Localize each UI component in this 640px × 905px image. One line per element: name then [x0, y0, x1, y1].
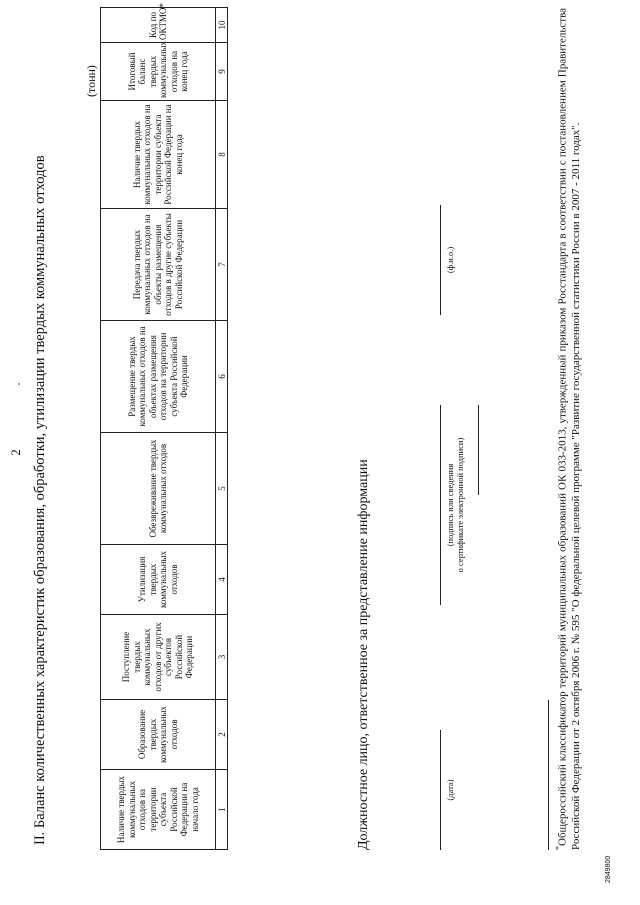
column-number: 2: [216, 700, 228, 770]
section-title: II. Баланс количественных характеристик образования, обработки, утилизации твердых коммунальных отходов: [32, 155, 48, 845]
header-cell: Образование твердых коммунальных отходов: [101, 700, 216, 770]
column-number: 3: [216, 615, 228, 700]
name-caption: (ф.и.о.): [445, 246, 455, 274]
column-number: 9: [216, 43, 228, 101]
footnote-separator-line: [548, 700, 549, 850]
column-number: 10: [216, 8, 228, 43]
column-number: 1: [216, 770, 228, 850]
column-number: 4: [216, 545, 228, 615]
header-cell: Итоговый баланс твердых коммунальных отходов на конец года: [101, 43, 216, 101]
header-cell: Код по ОКТМО*: [101, 8, 216, 43]
column-number: 6: [216, 321, 228, 433]
document-code: 2849800: [605, 855, 612, 883]
header-cell: Обезвреживание твердых коммунальных отходов: [101, 433, 216, 545]
name-line: [440, 205, 441, 315]
signature-caption-line1: (подпись или сведения: [445, 463, 455, 547]
header-cell: Наличие твердых коммунальных отходов на территории субъекта Российской Федерации на начало года: [101, 770, 216, 850]
scan-dot: [18, 383, 20, 385]
header-cell: Поступление твердых коммунальных отходов от других субъектов Российской Федерации: [101, 615, 216, 700]
column-number: 5: [216, 433, 228, 545]
footnote-text: Общероссийский классификатор территорий муниципальных образований ОК 033-2013, утвержденный приказом Росстандарта в соответствии с постановлением Правительства Российской Федерации от 2 октября 2006 г. № 595 "О федеральной целевой программе "Развитие государственной статистики России в 2007 - 2011 годах".: [556, 8, 582, 850]
table-header-row: [101, 8, 216, 850]
date-line: [440, 730, 441, 850]
page-number: 2: [8, 449, 23, 456]
footnote-marker: *: [554, 846, 563, 850]
signature-line: [440, 405, 441, 605]
column-number-row: [216, 8, 228, 850]
balance-table: [100, 3, 228, 850]
header-cell: Размещение твердых коммунальных отходов на объектах размещения отходов на территории субъекта Российской Федерации: [101, 321, 216, 433]
signature-caption-line2: о сертификате электронной подписи): [455, 437, 465, 573]
header-cell: Утилизация твердых коммунальных отходов: [101, 545, 216, 615]
footnote: [552, 8, 583, 850]
responsible-person-label: Должностное лицо, ответственное за представление информации: [356, 459, 371, 850]
column-number: 7: [216, 209, 228, 321]
units-label: (тонн): [84, 65, 98, 97]
short-separator-line: [478, 405, 479, 495]
header-cell: Передача твердых коммунальных отходов на объекты размещения отходов в другие субъекты Российской Федерации: [101, 209, 216, 321]
header-cell: Наличие твердых коммунальных отходов на территории субъекта Российской Федерации на конец года: [101, 101, 216, 209]
date-caption: (дата): [445, 779, 455, 801]
column-number: 8: [216, 101, 228, 209]
